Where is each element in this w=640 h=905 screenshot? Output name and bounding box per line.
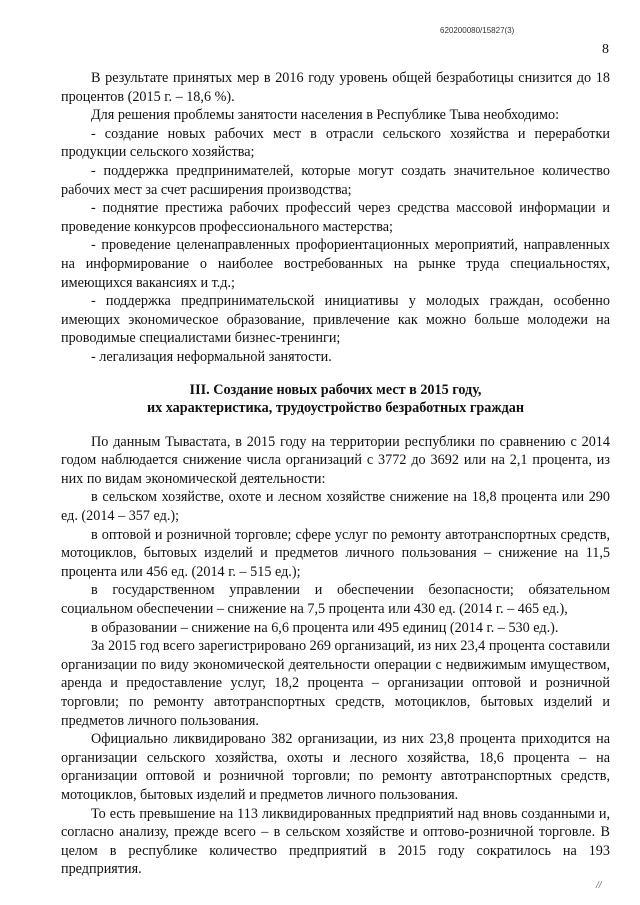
paragraph-unemployment-result: В результате принятых мер в 2016 году уровень общей безработицы снизится до 18 процентов (2015 г. – 18,6 %). bbox=[61, 70, 610, 105]
paragraph-registered: За 2015 год всего зарегистрировано 269 организаций, из них 23,4 процента составили организации по виду экономической деятельности операции с недвижимым имуществом, аренда и предоставление услуг, 18,2 процента – организации оптовой и розничной торговли; по ремонту автотранспортных средств, мотоциклов, бытовых изделий и предметов личного пользования. bbox=[61, 638, 610, 729]
paragraph-government: в государственном управлении и обеспечении безопасности; обязательном социальном обеспечении – снижение на 7,5 процента или 430 ед. (2014 г. – 465 ед.), bbox=[61, 582, 610, 618]
corner-mark: // bbox=[596, 880, 602, 891]
page-number: 8 bbox=[602, 42, 609, 57]
paragraph-trade: в оптовой и розничной торговле; сфере услуг по ремонту автотранспортных средств, мотоциклов, бытовых изделий и предметов личного пользования – снижение на 11,5 процента или 456 ед. (2014 г. – 515 ед.); bbox=[61, 526, 610, 580]
section-heading-line1: III. Создание новых рабочих мест в 2015 году, bbox=[189, 381, 482, 398]
list-item-career-guidance: - проведение целенаправленных профориентационных мероприятий, направленных на информирование о наиболее востребованных на рынке труда специальностях, имеющихся вакансиях и т.д.; bbox=[61, 237, 610, 291]
document-id: 620200080/15827(3) bbox=[440, 26, 515, 35]
page-body bbox=[61, 69, 610, 879]
section-heading-line2: их характеристика, трудоустройство безработных граждан bbox=[146, 400, 525, 417]
section-heading bbox=[61, 381, 610, 418]
list-item-entrepreneur-support: - поддержка предпринимателей, которые могут создать значительное количество рабочих мест за счет расширения производства; bbox=[61, 162, 610, 198]
paragraph-conclusion: То есть превышение на 113 ликвидированных предприятий над вновь созданными и, согласно анализу, прежде всего – в сельском хозяйстве и оптово-розничной торговле. В целом в республике количество предприятий в 2015 году сократилось на 193 предприятия. bbox=[61, 805, 610, 878]
paragraph-agriculture: в сельском хозяйстве, охоте и лесном хозяйстве снижение на 18,8 процента или 290 ед. (2014 – 357 ед.); bbox=[61, 489, 610, 525]
list-item-legalization: - легализация неформальной занятости. bbox=[91, 348, 332, 365]
paragraph-measures-intro: Для решения проблемы занятости населения в Республике Тыва необходимо: bbox=[91, 107, 560, 124]
list-item-new-jobs: - создание новых рабочих мест в отрасли сельского хозяйства и переработки продукции сельского хозяйства; bbox=[61, 125, 610, 161]
paragraph-tyvastat: По данным Тывастата, в 2015 году на территории республики по сравнению с 2014 годом наблюдается снижение числа организаций с 3772 до 3692 или на 2,1 процента, из них по видам экономической деятельности: bbox=[61, 433, 610, 487]
list-item-youth-initiative: - поддержка предпринимательской инициативы у молодых граждан, особенно имеющих экономическое образование, привлечение как можно больше молодежи на проводимые специалистами бизнес-тренинги; bbox=[61, 293, 610, 347]
paragraph-education: в образовании – снижение на 6,6 процента или 495 единиц (2014 г. – 530 ед.). bbox=[91, 619, 559, 636]
paragraph-liquidated: Официально ликвидировано 382 организации, из них 23,8 процента приходится на организации сельского хозяйства, охоты и лесного хозяйства, 18,6 процента – на организации оптовой и розничной торговли; по ремонту автотранспортных средств, мотоциклов, бытовых изделий и предметов личного пользования. bbox=[61, 731, 610, 803]
list-item-prestige: - поднятие престижа рабочих профессий через средства массовой информации и проведение конкурсов профессионального мастерства; bbox=[61, 200, 610, 235]
